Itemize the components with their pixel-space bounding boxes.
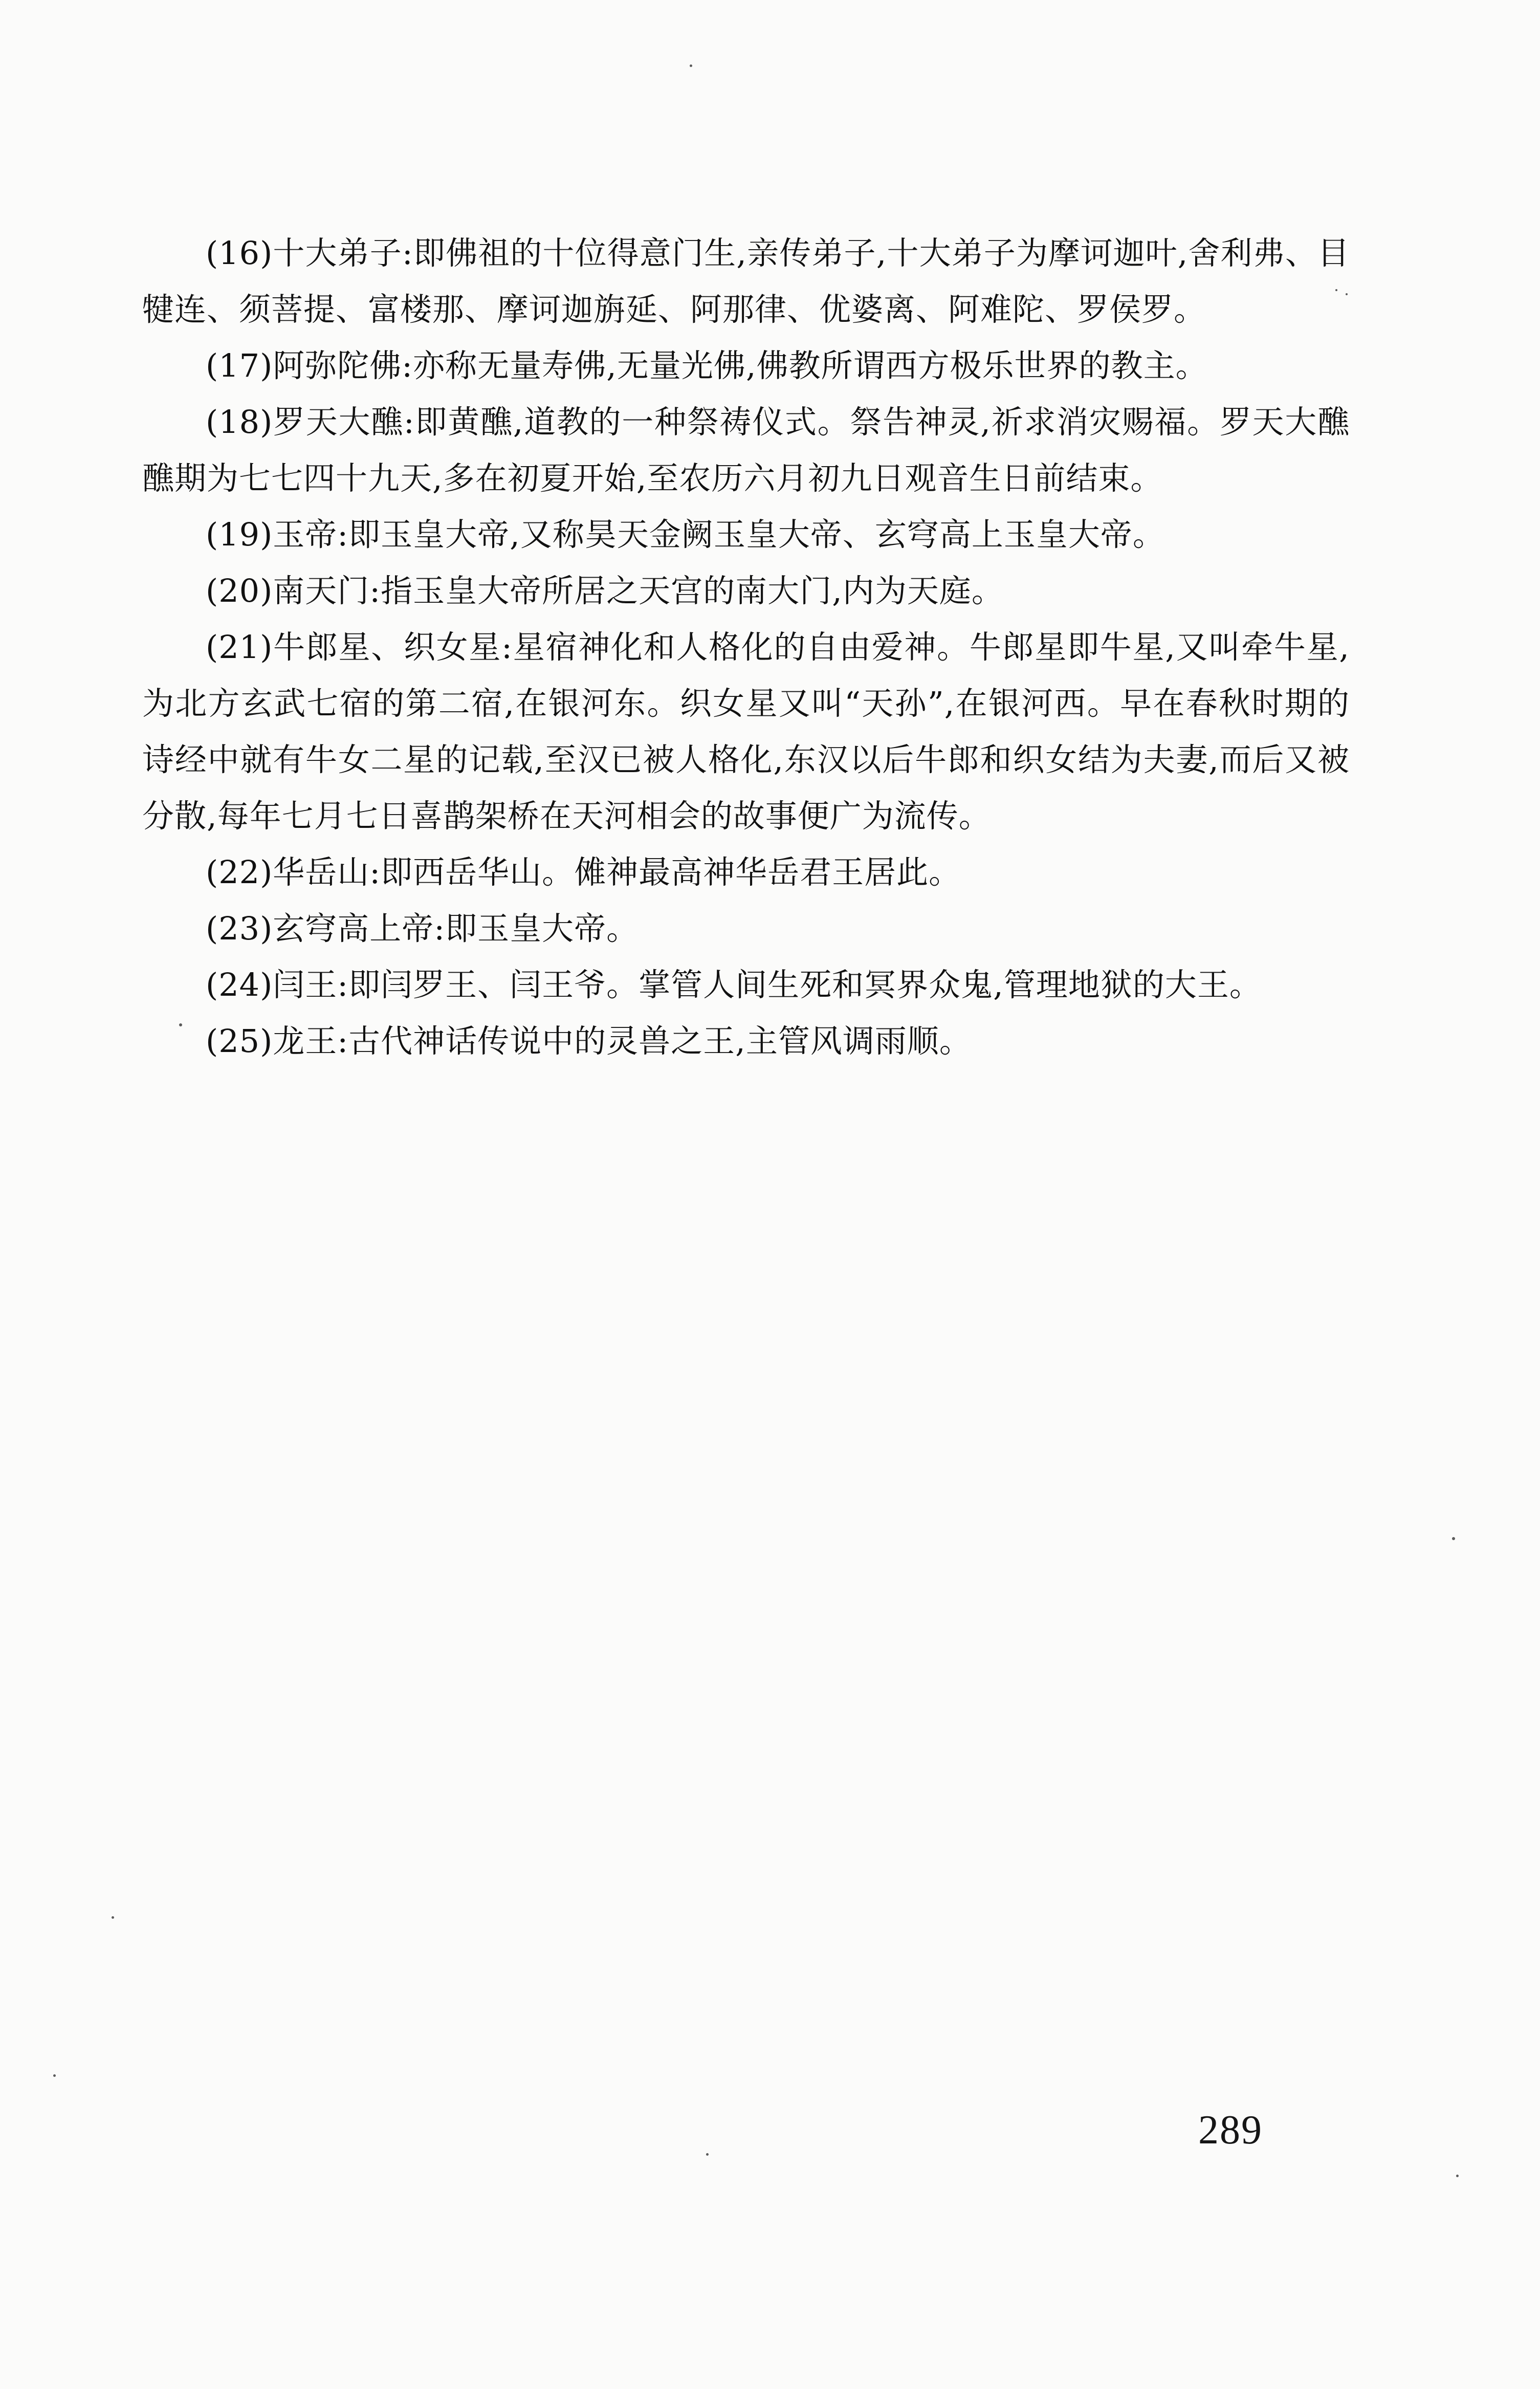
note-17: (17)阿弥陀佛:亦称无量寿佛,无量光佛,佛教所谓西方极乐世界的教主。 (206, 347, 1208, 384)
note-16: (16)十大弟子:即佛祖的十位得意门生,亲传弟子,十大弟子为摩诃迦叶,舍利弗、目犍连、须菩提、富楼那、摩诃迦旃延、阿那律、优婆离、阿难陀、罗侯罗。 (142, 234, 1350, 328)
note-19: (19)玉帝:即玉皇大帝,又称昊天金阙玉皇大帝、玄穹高上玉皇大帝。 (206, 516, 1165, 553)
scan-speck (1452, 1537, 1455, 1540)
scan-speck (179, 1023, 182, 1026)
scan-speck (690, 64, 692, 67)
note-24: (24)闫王:即闫罗王、闫王爷。掌管人间生死和冥界众鬼,管理地狱的大王。 (206, 966, 1262, 1003)
note-22: (22)华岳山:即西岳华山。傩神最高神华岳君王居此。 (206, 853, 961, 891)
scan-speck (112, 1916, 114, 1919)
note-21: (21)牛郎星、织女星:星宿神化和人格化的自由爱神。牛郎星即牛星,又叫牵牛星,为北方玄武七宿的第二宿,在银河东。织女星又叫“天孙”,在银河西。早在春秋时期的诗经中就有牛女二星的记载,至汉已被人格化,东汉以后牛郎和织女结为夫妻,而后又被分散,每年七月七日喜鹊架桥在天河相会的故事便广为流传。 (142, 628, 1350, 835)
note-25: (25)龙王:古代神话传说中的灵兽之王,主管风调雨顺。 (206, 1022, 972, 1060)
scan-speck (706, 2153, 709, 2156)
note-18: (18)罗天大醮:即黄醮,道教的一种祭祷仪式。祭告神灵,祈求消灾赐福。罗天大醮醮期为七七四十九天,多在初夏开始,至农历六月初九日观音生日前结束。 (142, 403, 1350, 497)
scan-speck (53, 2074, 56, 2077)
endnotes-section (142, 225, 1350, 1069)
scan-speck (1335, 289, 1337, 291)
note-20: (20)南天门:指玉皇大帝所居之天宫的南大门,内为天庭。 (206, 572, 1004, 609)
scan-speck (1346, 293, 1348, 295)
note-23: (23)玄穹高上帝:即玉皇大帝。 (206, 910, 639, 947)
page-number: 289 (1198, 2108, 1263, 2153)
scan-speck (1456, 2175, 1459, 2177)
